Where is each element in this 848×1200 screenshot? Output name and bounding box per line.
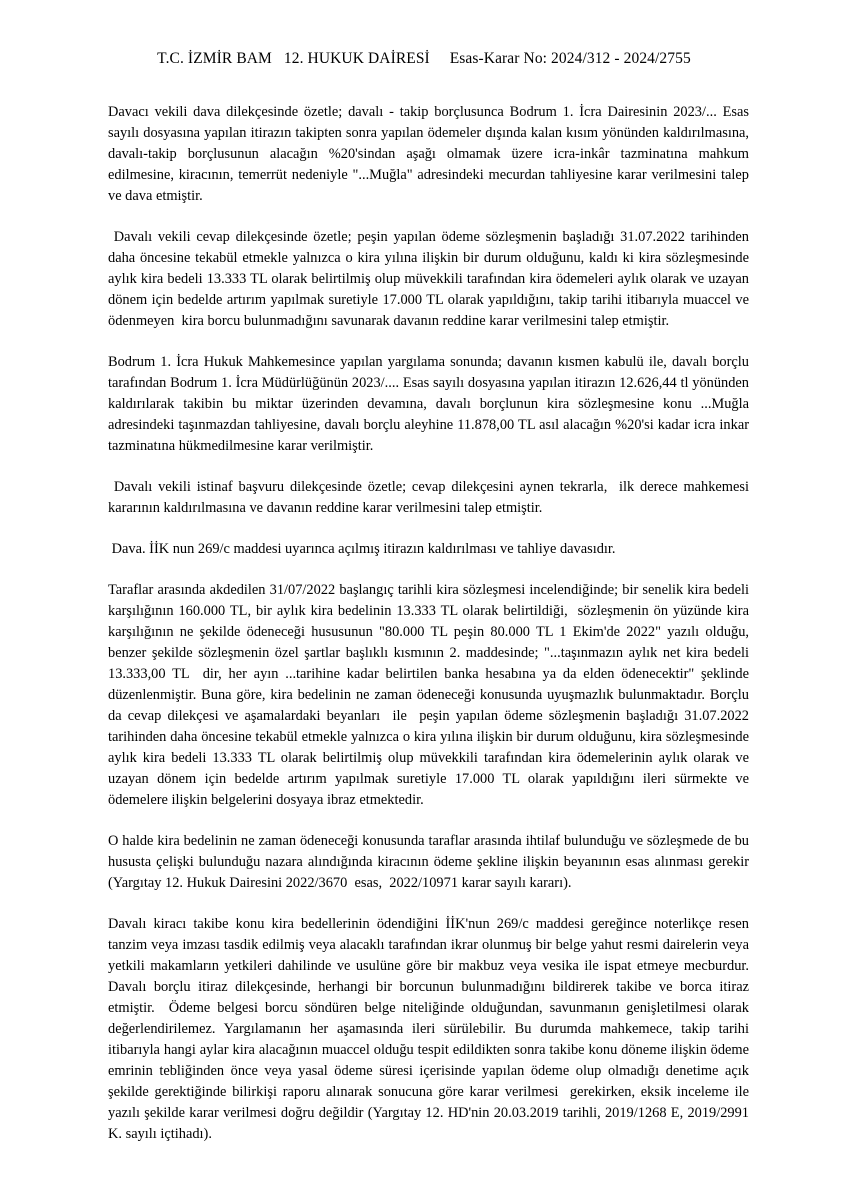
paragraph-plaintiff-claim: Davacı vekili dava dilekçesinde özetle; davalı - takip borçlusunca Bodrum 1. İcra Dairesinin 2023/... Esas sayılı dosyasına yapılan itirazın takipten sonra yapılan ödemeler dışında kalan kısım yönünden kaldırılmasına, davalı-takip borçlusunun alacağın %20'sindan aşağı olmamak üzere icra-inkâr tazminatına mahkum edilmesine, kiracının, temerrüt nedeniyle "...Muğla" adresindeki mecurdan tahliyesine karar verilmesini talep ve dava etmiştir. xyxy=(108,104,753,204)
paragraph-appeal-application: Davalı vekili istinaf başvuru dilekçesinde özetle; cevap dilekçesini aynen tekrarla, ilk derece mahkemesi kararının kaldırılmasına ve davanın reddine karar verilmesini talep etmiştir. xyxy=(108,479,753,516)
paragraph-contract-analysis: Taraflar arasında akdedilen 31/07/2022 başlangıç tarihli kira sözleşmesi incelendiğinde; bir senelik kira bedeli karşılığının 160.000 TL, bir aylık kira bedelinin 13.333 TL olarak belirtildiği, sözleşmenin ön yüzünde kira karşılığının ne şekilde ödeneceği hususunun "80.000 TL peşin 80.000 TL 1 Ekim'de 2022" yazılı olduğu, benzer şekilde sözleşmenin özel şartlar başlıklı kısmının 2. maddesinde; "...taşınmazın aylık net kira bedeli 13.333,00 TL dir, her ayın ...tarihine kadar belirtilen banka hesabına ya da elden ödenecektir" şeklinde düzenlenmiştir. Buna göre, kira bedelinin ne zaman ödeneceği konusunda uyuşmazlık bulunmaktadır. Borçlu da cevap dilekçesi ve aşamalardaki beyanları ile peşin yapılan ödeme sözleşmenin başladığı 31.07.2022 tarihinden daha öncesine tekabül etmekle yalnızca o kira yılına ilişkin bir durum olduğunu, kira sözleşmesinde aylık kira bedeli 13.333 TL olarak belirtilmiş olup müvekkili tarafından kira ödemelerinin aylık olarak ve uzayan dönem için bedelde artırım yapılmak suretiyle 17.000 TL olarak yapıldığını ileri sürmekte ve ödemelere ilişkin belgelerini dosyaya ibraz etmektedir. xyxy=(108,582,757,808)
paragraph-first-instance-decision: Bodrum 1. İcra Hukuk Mahkemesince yapılan yargılama sonunda; davanın kısmen kabulü ile, davalı borçlu tarafından Bodrum 1. İcra Müdürlüğünün 2023/.... Esas sayılı dosyasına yapılan itirazın 12.626,44 tl yönünden kaldırılarak takibin bu miktar üzerinden devamına, davalı borçlunun kira sözleşmesine konu ...Muğla adresindeki taşınmazdan tahliyesine, davalı borçlu aleyhine 11.878,00 TL asıl alacağın %20'si kadar icra inkar tazminatına hükmedilmesine karar verilmiştir. xyxy=(108,354,753,454)
paragraph-precedent: O halde kira bedelinin ne zaman ödeneceği konusunda taraflar arasında ihtilaf bulunduğu ve sözleşmede de bu hususta çelişki bulunduğu nazara alındığında kiracının ödeme şekline ilişkin beyanının esas alınması gerekir (Yargıtay 12. Hukuk Dairesini 2022/3670 esas, 2022/10971 karar sayılı kararı). xyxy=(108,833,753,891)
court-name: T.C. İZMİR BAM xyxy=(157,50,272,67)
page-header xyxy=(0,50,848,68)
paragraph-defendant-response: Davalı vekili cevap dilekçesinde özetle; peşin yapılan ödeme sözleşmenin başladığı 31.07.2022 tarihinden daha öncesine tekabül etmekle yalnızca o kira yılına ilişkin bir durum olduğunu, kaldı ki kira sözleşmesinde aylık kira bedeli 13.333 TL olarak belirtilmiş olup müvekkili tarafından kira ödemeleri aylık olarak ve uzayan dönem için bedelde artırım yapılmak suretiyle 17.000 TL olarak yapıldığını, takip tarihi itibarıyla muaccel ve ödenmeyen kira borcu bulunmadığını savunarak davanın reddine karar verilmesini talep etmiştir. xyxy=(108,229,753,329)
document-body xyxy=(108,102,757,1165)
case-number: Esas-Karar No: 2024/312 - 2024/2755 xyxy=(449,50,691,67)
chamber-name: 12. HUKUK DAİRESİ xyxy=(283,50,430,67)
paragraph-evaluation: Davalı kiracı takibe konu kira bedellerinin ödendiğini İİK'nun 269/c maddesi gereğince noterlikçe resen tanzim veya imzası tasdik edilmiş veya alacaklı tarafından ikrar olunmuş bir belge yahut resmi dairelerin veya yetkili makamların yetkileri dahilinde ve usulüne göre bir makbuz veya vesika ile ispat etmeye mecburdur. Davalı borçlu itiraz dilekçesinde, herhangi bir borcunun bulunmadığını bildirerek takibe ve borca itiraz etmiştir. Ödeme belgesi borcu söndüren belge niteliğinde olduğundan, savunmanın genişletilmesi olarak değerlendirilemez. Yargılamanın her aşamasında ileri sürülebilir. Bu durumda mahkemece, takip tarihi itibarıyla hangi aylar kira alacağının muaccel olduğu tespit edildikten sonra takibe konu döneme ilişkin ödeme emrinin tebliğinden önce veya yasal ödeme süresi içerisinde yapılan ödeme olup olmadığı denetime açık şekilde gerektiğinde bilirkişi raporu alınarak sonucuna göre karar verilmesi gerekirken, eksik inceleme ile yazılı şekilde karar verilmesi doğru değildir (Yargıtay 12. HD'nin 20.03.2019 tarihli, 2019/1268 E, 2019/2991 K. sayılı içtihadı). xyxy=(108,916,753,1142)
paragraph-case-type: Dava. İİK nun 269/c maddesi uyarınca açılmış itirazın kaldırılması ve tahliye davasıdır. xyxy=(108,541,616,557)
